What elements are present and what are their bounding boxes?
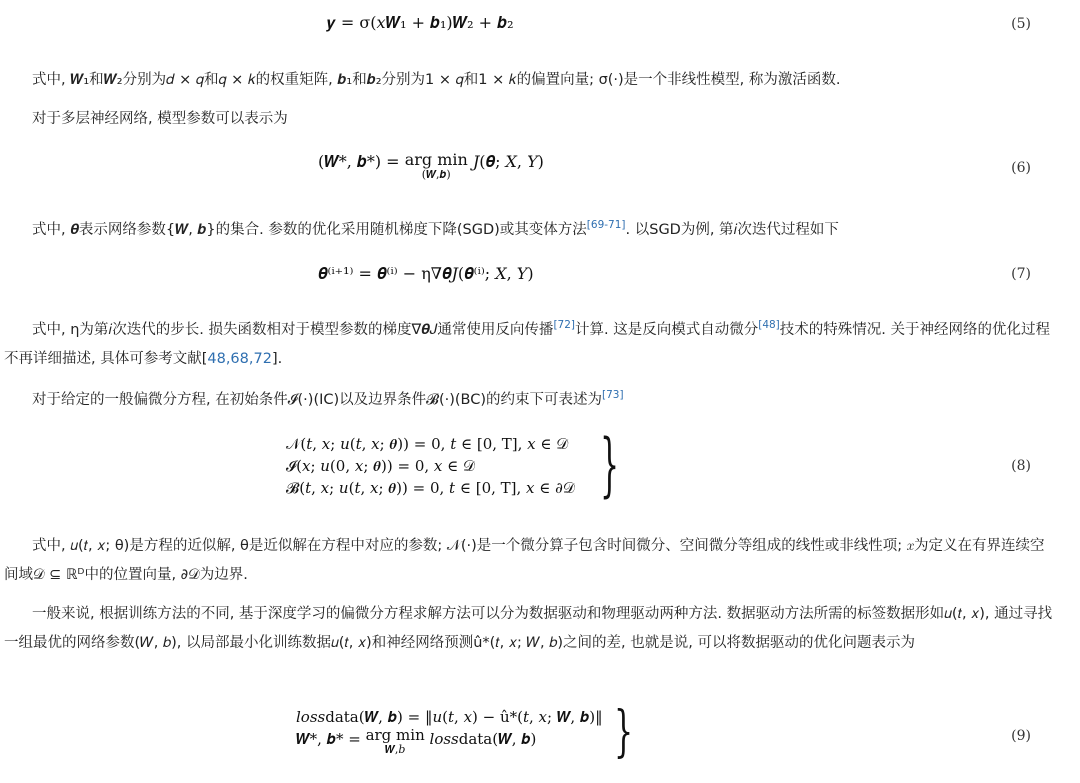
paragraph-data-driven: 一般来说, 根据训练方法的不同, 基于深度学习的偏微分方程求解方法可以分为数据驱动和物理驱动两种方法. 数据驱动方法所需的标签数据形如𝑢(𝑡, 𝑥), 通过寻找一组最优的网络参数(𝑊, 𝑏), 以局部最小化训练数据𝑢(𝑡, 𝑥)和神经网络预测û*(𝑡, 𝑥; 𝑊, 𝑏)之间的差, 也就是说, 可以将数据驱动的优化问题表示为 (4, 606, 1053, 651)
equation-9-argmin-line (296, 728, 603, 755)
paragraph-step-size (4, 316, 1056, 374)
equation-6 (318, 152, 544, 180)
paragraph-sgd-text-b: . 以SGD为例, 第𝑖次迭代过程如下 (625, 222, 839, 238)
equation-7-number: (7) (1011, 266, 1031, 282)
citation-inline-48-68-72[interactable]: 48,68,72 (207, 351, 272, 367)
citation-48[interactable]: [48] (758, 319, 780, 332)
equation-9-right-brace: } (614, 700, 634, 765)
paragraph-step-text-a: 式中, η为第𝑖次迭代的步长. 损失函数相对于模型参数的梯度∇𝜽𝐽通常使用反向传播 (32, 322, 554, 338)
equation-6-subscript: (𝑾,𝒃) (421, 167, 451, 181)
paragraph-multilayer: 对于多层神经网络, 模型参数可以表示为 (32, 111, 288, 127)
equation-6-lhs: (𝑾*, 𝒃*) = (318, 152, 400, 171)
citation-73[interactable]: [73] (602, 389, 624, 402)
equation-8-number: (8) (1011, 458, 1031, 474)
equation-6-operator: arg min (404, 150, 468, 169)
paragraph-step-text-c: 技术的特殊情况. 关于神经网络的优化过程不再详细描述, 具体可参考文献[ (4, 322, 1050, 367)
equation-8-system (286, 433, 575, 499)
equation-8-line-ic: 𝓘(𝑥; 𝑢(0, 𝑥; 𝜽)) = 0, 𝑥 ∈ 𝒟 (286, 457, 475, 475)
paragraph-step-text-d: ]. (271, 351, 283, 367)
paragraph-sgd (32, 216, 1056, 245)
equation-8-line-bc: 𝓑(𝑡, 𝑥; 𝑢(𝑡, 𝑥; 𝜽)) = 0, 𝑡 ∈ [0, T], 𝑥 ∈ ∂𝒟 (286, 479, 575, 497)
equation-9-subscript: 𝑾,𝑏 (384, 742, 406, 756)
equation-9-system (296, 706, 603, 755)
citation-72[interactable]: [72] (553, 319, 575, 332)
equation-9-rhs: 𝑙𝑜𝑠𝑠data(𝑾, 𝒃) (429, 730, 537, 748)
paragraph-pde-text: 对于给定的一般偏微分方程, 在初始条件𝓘(·)(IC)以及边界条件𝓑(·)(BC)的约束下可表述为 (32, 392, 602, 408)
equation-9-argmin (366, 728, 425, 755)
equation-9-lhs: 𝑾*, 𝒃* = (296, 730, 361, 748)
paragraph-approx-solution: 式中, 𝑢(𝑡, 𝑥; θ)是方程的近似解, θ是近似解在方程中对应的参数; 𝒩(·)是一个微分算子包含时间微分、空间微分等组成的线性或非线性项; 𝑥为定义在有界连续空间域𝒟 ⊆ ℝᴰ中的位置向量, ∂𝒟为边界. (4, 538, 1045, 583)
equation-6-rhs: 𝐽(𝜽; 𝑋, 𝑌) (472, 152, 544, 171)
citation-69-71[interactable]: [69-71] (586, 219, 626, 232)
paragraph-pde-intro (32, 386, 1056, 415)
paragraph-sgd-text-a: 式中, 𝜽表示网络参数{𝑾, 𝒃}的集合. 参数的优化采用随机梯度下降(SGD)或其变体方法 (32, 222, 587, 238)
equation-7: 𝜽⁽ⁱ⁺¹⁾ = 𝜽⁽ⁱ⁾ − η∇𝜽𝐽(𝜽⁽ⁱ⁾; 𝑋, 𝑌) (318, 264, 534, 283)
equation-9-loss-line: 𝑙𝑜𝑠𝑠data(𝑾, 𝒃) = ‖𝑢(𝑡, 𝑥) − û*(𝑡, 𝑥; 𝑾, 𝒃)‖ (296, 708, 603, 726)
paragraph-step-text-b: 计算. 这是反向模式自动微分 (575, 322, 759, 338)
equation-5: 𝒚 = σ(𝑥𝑾₁ + 𝒃₁)𝑾₂ + 𝒃₂ (326, 13, 514, 32)
equation-8-right-brace: } (600, 426, 620, 507)
equation-9-number: (9) (1011, 728, 1031, 744)
equation-6-number: (6) (1011, 160, 1031, 176)
equation-9-operator: arg min (365, 726, 425, 744)
equation-5-number: (5) (1011, 16, 1031, 32)
equation-8-line-pde: 𝒩(𝑡, 𝑥; 𝑢(𝑡, 𝑥; 𝜽)) = 0, 𝑡 ∈ [0, T], 𝑥 ∈ 𝒟 (286, 435, 569, 453)
paragraph-weights: 式中, 𝑾₁和𝑾₂分别为𝑑 × 𝑞和𝑞 × 𝑘的权重矩阵, 𝒃₁和𝒃₂分别为1 × 𝑞和1 × 𝑘的偏置向量; σ(·)是一个非线性模型, 称为激活函数. (32, 72, 841, 88)
equation-6-argmin (405, 152, 468, 180)
